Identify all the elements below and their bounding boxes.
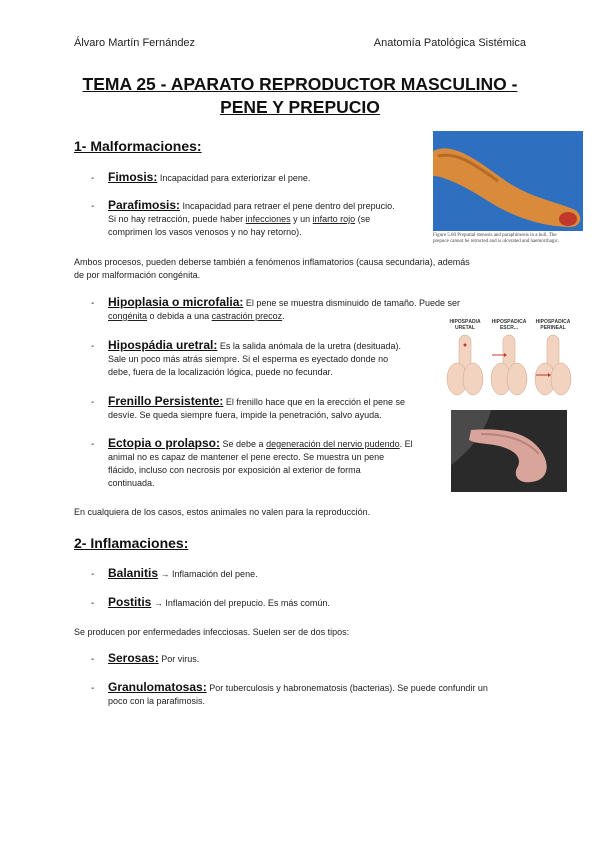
- text-hipospadia-b: Sale un poco más atrás siempre. Si el esperma es eyectado donde no: [108, 354, 389, 364]
- list-item-parafimosis: [91, 199, 431, 239]
- header-author: Álvaro Martín Fernández: [74, 37, 196, 49]
- header-subject: Anatomía Patológica Sistémica: [373, 37, 526, 49]
- list-item-balanitis: [91, 567, 511, 581]
- list-item-hipospadia: [91, 339, 436, 379]
- list-item-granulomatosas: [91, 681, 531, 708]
- text-balanitis: → Inflamación del pene.: [158, 569, 258, 579]
- text-parafimosis-e: comprimen los vasos venosos y no hay retorno).: [108, 227, 302, 237]
- term-fimosis: Fimosis:: [108, 170, 158, 184]
- term-hipoplasia: Hipoplasia o microfalia:: [108, 295, 244, 309]
- term-nervio-pudendo: degeneración del nervio pudendo: [266, 439, 400, 449]
- term-congenita: congénita: [108, 311, 148, 321]
- figure-paraphimosis: [433, 131, 583, 231]
- caption-line-1: Figure 5.60 Preputial stenosis and paraphimosis in a bull. The: [433, 233, 557, 238]
- term-castracion-precoz: castración precoz: [211, 311, 283, 321]
- list-item-ectopia: [91, 437, 446, 490]
- text-hipoplasia-b: o debida a una: [147, 311, 212, 321]
- text-ectopia-c: animal no es capaz de mantener el pene erecto. Se muestra un pene: [108, 452, 385, 462]
- term-serosas: Serosas:: [108, 651, 159, 665]
- list-item-frenillo: [91, 395, 436, 422]
- text-ectopia-a: Se debe a: [220, 439, 267, 449]
- diagram-2: [491, 335, 527, 395]
- term-hipospadia: Hipospádia uretral:: [108, 338, 218, 352]
- text-ectopia-d: flácido, incluso con necrosis por exposición al exterior de forma: [108, 465, 361, 475]
- term-infarto-rojo: infarto rojo: [312, 214, 356, 224]
- term-postitis: Postitis: [108, 595, 152, 609]
- text-ectopia-b: . El: [399, 439, 413, 449]
- hipospadia-illustration: [442, 331, 576, 399]
- bullet-dash: -: [91, 654, 95, 665]
- term-balanitis: Balanitis: [108, 566, 159, 580]
- bullet-dash: -: [91, 598, 95, 609]
- text-parafimosis-d: (se: [355, 214, 371, 224]
- prolapso-illustration: [451, 410, 567, 492]
- text-parafimosis-c: y un: [290, 214, 313, 224]
- fig-label-2: HIPOSPÀDICA ESCR...: [491, 319, 527, 331]
- bullet-dash: -: [91, 569, 95, 580]
- lesion-shape: [559, 212, 577, 226]
- caption-line-2: prepuce cannot be retracted and is ulcerated and haemorrhagic.: [433, 239, 560, 244]
- text-granulomatosas-a: Por tuberculosis y habronematosis (bacterias). Se puede confundir un: [206, 683, 488, 693]
- fig-label-3: HIPOSPÀDICA PERINEAL: [535, 319, 571, 331]
- text-hipospadia-c: debe, fuera de la localización lógica, puede no fecundar.: [108, 367, 333, 377]
- text-frenillo-b: desvíe. Se queda siempre fuera, impide la penetración, salvo ayuda.: [108, 410, 382, 420]
- text-hipospadia-a: Es la salida anómala de la uretra (desituada).: [217, 341, 401, 351]
- term-granulomatosas: Granulomatosas:: [108, 680, 207, 694]
- text-parafimosis-a: Incapacidad para retraer el pene dentro del prepucio.: [180, 201, 395, 211]
- bullet-dash: -: [91, 683, 95, 694]
- list-item-serosas: [91, 652, 511, 666]
- fig-label-1: HIPOSPÀDIA URETAL: [449, 319, 481, 331]
- paragraph-ambos-procesos: [74, 256, 534, 282]
- paragraph-line-2: de por malformación congénita.: [74, 270, 201, 280]
- bullet-dash: -: [91, 173, 95, 184]
- term-infecciones: infecciones: [245, 214, 291, 224]
- text-ectopia-e: continuada.: [108, 478, 155, 488]
- text-postitis: → Inflamación del prepucio. Es más común.: [151, 598, 330, 608]
- term-ectopia: Ectopia o prolapso:: [108, 436, 221, 450]
- diagram-3: [535, 335, 571, 395]
- bullet-dash: -: [91, 341, 95, 352]
- title-line-1: TEMA 25 - APARATO REPRODUCTOR MASCULINO -: [82, 74, 518, 94]
- bullet-dash: -: [91, 298, 95, 309]
- text-fimosis: Incapacidad para exteriorizar el pene.: [157, 173, 311, 183]
- list-item-fimosis: [91, 171, 421, 185]
- text-hipoplasia-c: .: [282, 311, 285, 321]
- figure-hipospadia: [442, 319, 576, 399]
- figure-caption: [433, 233, 585, 245]
- paragraph-tipos: Se producen por enfermedades infecciosas. Suelen ser de dos tipos:: [74, 627, 350, 637]
- list-item-postitis: [91, 596, 511, 610]
- figure-prolapso: [451, 410, 567, 492]
- text-hipoplasia-a: El pene se muestra disminuido de tamaño. Puede ser: [243, 298, 460, 308]
- text-granulomatosas-b: poco con la parafimosis.: [108, 696, 206, 706]
- bullet-dash: -: [91, 439, 95, 450]
- paragraph-line-1: Ambos procesos, pueden deberse también a fenómenos inflamatorios (causa secundaria), además: [74, 257, 470, 267]
- diagram-1: [447, 335, 483, 395]
- text-parafimosis-b: Si no hay retracción, puede haber: [108, 214, 246, 224]
- text-frenillo-a: El frenillo hace que en la erección el pene se: [223, 397, 405, 407]
- section-heading-malformaciones: 1- Malformaciones:: [74, 138, 202, 154]
- term-parafimosis: Parafimosis:: [108, 198, 181, 212]
- paragraph-conclusion: En cualquiera de los casos, estos animales no valen para la reproducción.: [74, 507, 371, 517]
- text-serosas: Por virus.: [158, 654, 200, 664]
- section-heading-inflamaciones: 2- Inflamaciones:: [74, 535, 189, 551]
- bullet-dash: -: [91, 201, 95, 212]
- bullet-dash: -: [91, 397, 95, 408]
- paraphimosis-illustration: [433, 131, 583, 231]
- page-title: [60, 73, 540, 119]
- term-frenillo: Frenillo Persistente:: [108, 394, 224, 408]
- title-line-2: PENE Y PREPUCIO: [220, 97, 380, 117]
